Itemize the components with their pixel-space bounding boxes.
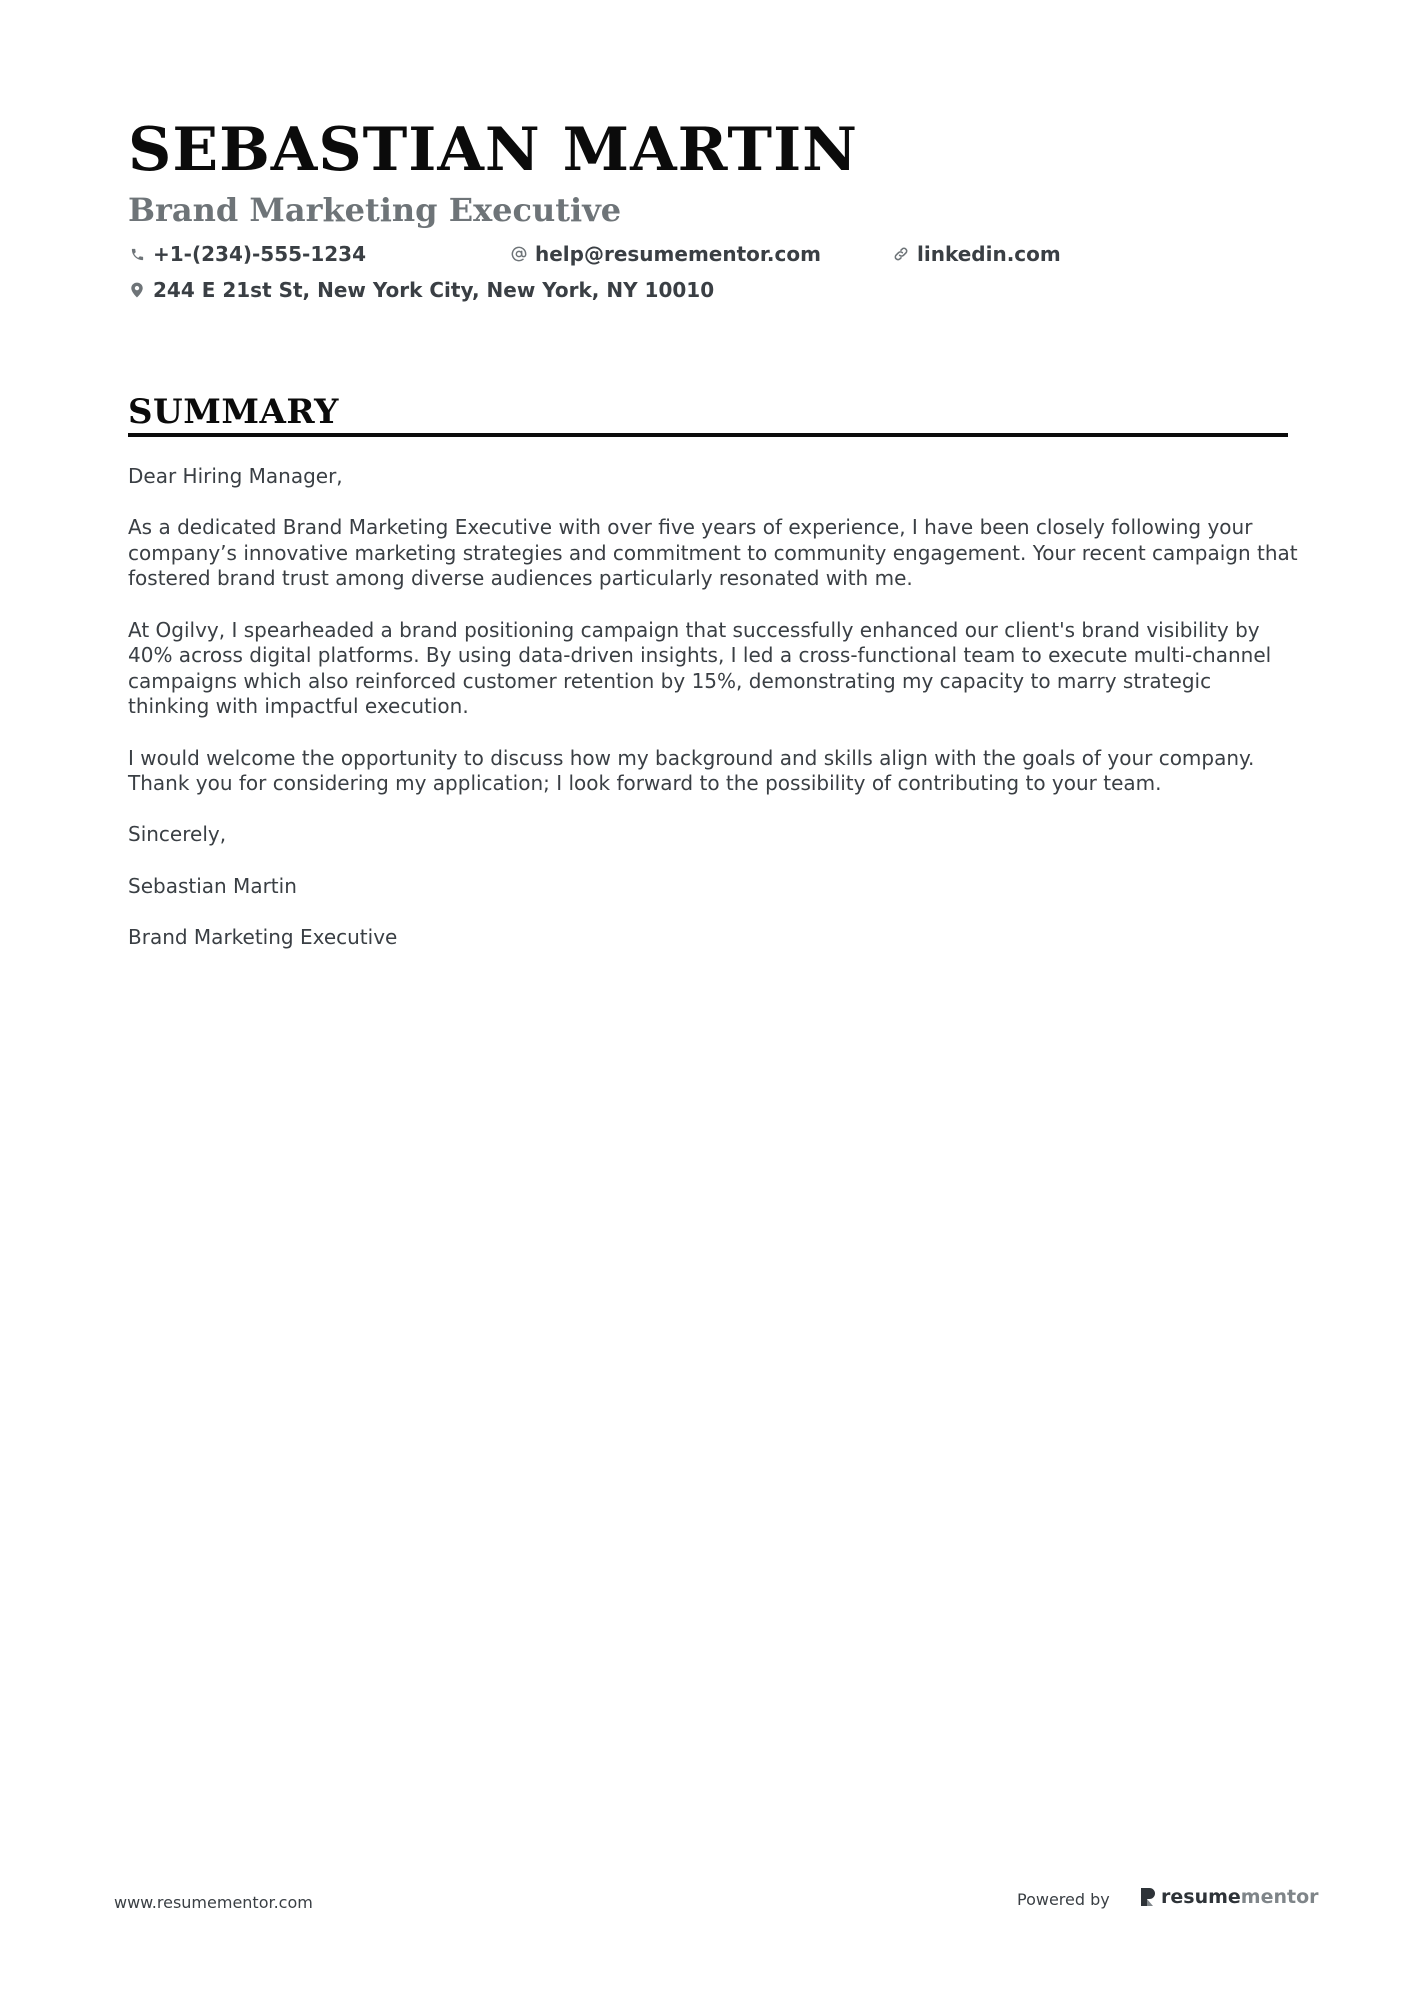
address-text: 244 E 21st St, New York City, New York, NY 10010 [153,278,715,302]
brand-mark-icon [1140,1887,1156,1907]
body-paragraph: I would welcome the opportunity to discuss how my background and skills align with the goals of your company. Thank you for considering my application; I look forward to the possibility of contributing to your team. [128,745,1255,796]
letter-body [128,464,1298,976]
brand-word-resume: resume [1161,1886,1241,1908]
body-paragraph: At Ogilvy, I spearheaded a brand positioning campaign that successfully enhanced our client's brand visibility by 40% across digital platforms. By using data-driven insights, I led a cross-functional team to execute multi-channel campaigns which also reinforced customer retention by 15%, demonstrating my capacity to marry strategic thinking with impactful execution. [128,617,1272,719]
phone-text: +1-(234)-555-1234 [153,242,367,266]
section-divider [128,433,1288,437]
contact-phone [128,241,366,267]
closing: Sincerely, [128,822,227,847]
body-paragraph: As a dedicated Brand Marketing Executive with over five years of experience, I have been closely following your company’s innovative marketing strategies and commitment to community engagement. Your recent campaign that fostered brand trust among diverse audiences particularly resonated with me. [128,515,1298,591]
at-sign-icon [510,245,528,263]
contact-address [128,277,714,303]
contact-email [510,241,821,267]
summary-heading: SUMMARY [128,392,339,432]
link-icon [892,245,910,263]
brand-word-mentor: mentor [1240,1886,1319,1908]
footer-website[interactable]: www.resumementor.com [114,1893,313,1912]
email-text: help@resumementor.com [535,242,821,266]
signature-title: Brand Marketing Executive [128,924,398,949]
candidate-role: Brand Marketing Executive [128,191,622,229]
candidate-name: SEBASTIAN MARTIN [128,115,858,185]
footer-powered-by: Powered by [1017,1890,1110,1909]
phone-icon [128,245,146,263]
link-text: linkedin.com [917,242,1061,266]
signature-name: Sebastian Martin [128,873,297,898]
contact-link [892,241,1061,267]
greeting: Dear Hiring Manager, [128,464,343,488]
brand-logo[interactable] [1140,1885,1319,1909]
map-pin-icon [128,281,146,299]
